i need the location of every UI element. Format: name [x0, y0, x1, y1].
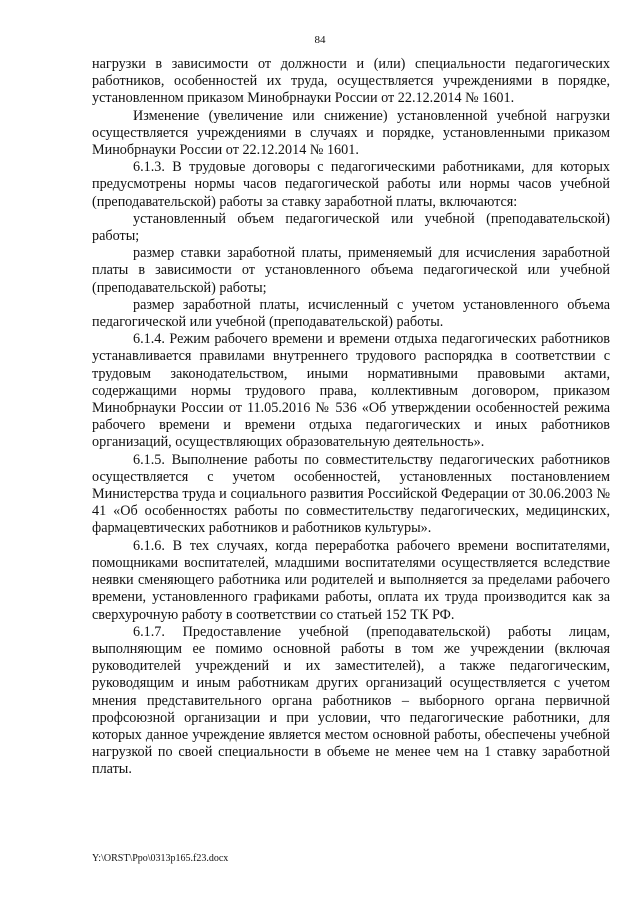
paragraph-6-1-3: 6.1.3. В трудовые договоры с педагогическими работниками, для которых предусмотрены нормы часов педагогической работы или нормы часов учебной (преподавательской) работы за ставку заработной платы, включаются: — [92, 159, 610, 210]
paragraph-load-change: Изменение (увеличение или снижение) установленной учебной нагрузки осуществляется учреждениями в случаях и порядке, установленными приказом Минобрнауки России от 22.12.2014 № 1601. — [92, 107, 610, 159]
paragraph-6-1-7: 6.1.7. Предоставление учебной (преподавательской) работы лицам, выполняющим ее помимо основной работы в том же учреждении (включая руководителей учреждений и их заместителей), а также педагогическим, руководящим и иным работникам других организаций осуществляется с учетом мнения представительного органа работников – выборного органа первичной профсоюзной организации и при условии, что педагогические работники, для которых данное учреждение является местом основной работы, обеспечены учебной нагрузкой по своей специальности в объеме не менее чем на 1 ставку заработной платы. — [92, 623, 610, 778]
paragraph-6-1-6: 6.1.6. В тех случаях, когда переработка рабочего времени воспитателями, помощниками воспитателей, младшими воспитателями осуществляется вследствие неявки сменяющего работника или родителей и выполняется за пределами рабочего времени, установленного графиками работы, оплата их труда производится как за сверхурочную работу в соответствии со статьей 152 ТК РФ. — [92, 537, 610, 623]
page-number: 84 — [314, 34, 326, 46]
paragraph-6-1-4: 6.1.4. Режим рабочего времени и времени отдыха педагогических работников устанавливается правилами внутреннего трудового распорядка в соответствии с трудовым законодательством, иными нормативными правовыми актами, содержащими нормы трудового права, коллективным договором, приказом Минобрнауки России от 11.05.2016 № 536 «Об утверждении особенностей режима рабочего времени и времени отдыха педагогических и иных работников организаций, осуществляющих образовательную деятельность». — [92, 331, 610, 451]
paragraph-item-rate: размер ставки заработной платы, применяемый для исчисления заработной платы в зависимости от установленного объема педагогической или учебной (преподавательской) работы; — [92, 245, 610, 296]
paragraph-item-volume: установленный объем педагогической или учебной (преподавательской) работы; — [92, 210, 610, 245]
footer-file-path: Y:\ORST\Ppo\0313p165.f23.docx — [92, 853, 229, 864]
paragraph-item-salary: размер заработной платы, исчисленный с учетом установленного объема педагогической или учебной (преподавательской) работы. — [92, 296, 610, 331]
document-body — [92, 56, 610, 779]
paragraph-6-1-5: 6.1.5. Выполнение работы по совместительству педагогических работников осуществляется с учетом особенностей, установленных постановлением Министерства труда и социального развития Российской Федерации от 30.06.2003 № 41 «Об особенностях работы по совместительству педагогических, медицинских, фармацевтических работников и работников культуры». — [92, 451, 610, 537]
paragraph-continuation: нагрузки в зависимости от должности и (или) специальности педагогических работников, особенностей их труда, осуществляется учреждениями в порядке, установленном приказом Минобрнауки России от 22.12.2014 № 1601. — [92, 56, 610, 107]
